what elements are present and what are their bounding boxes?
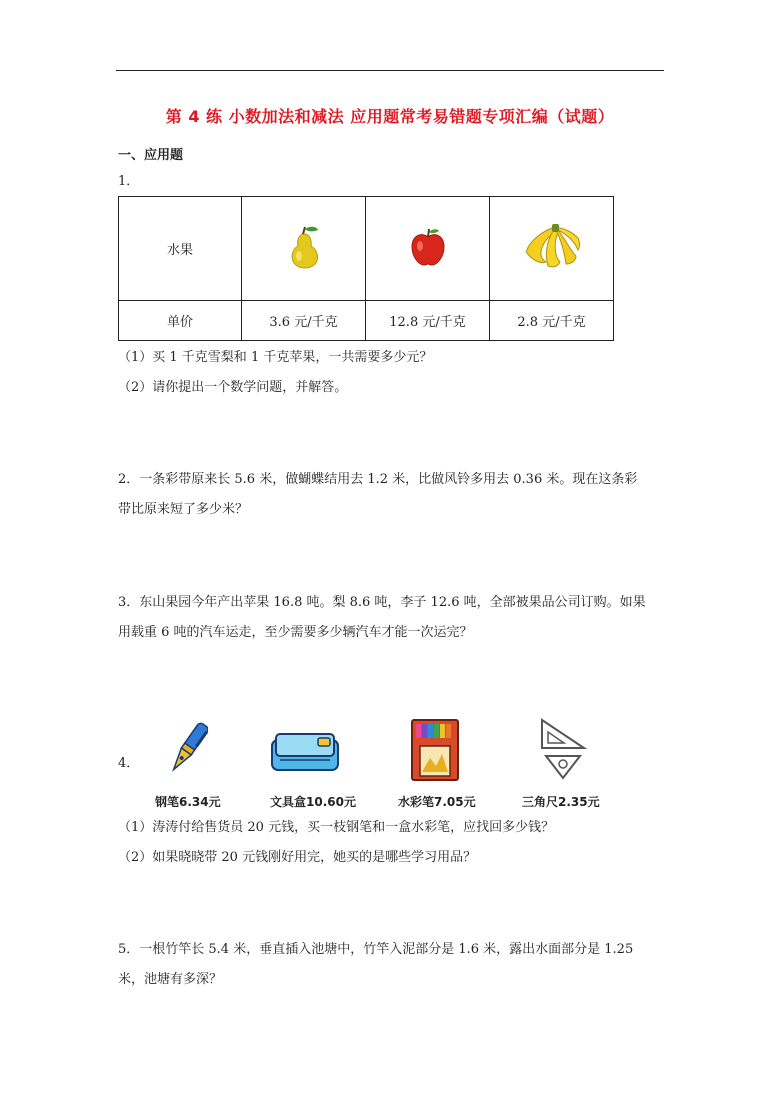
table-row <box>119 301 614 341</box>
q4-sub2: （2）如果晓晓带 20 元钱刚好用完，她买的是哪些学习用品？ <box>118 850 477 865</box>
table-cell <box>366 197 490 301</box>
item-label-watercolor: 水彩笔7.05元 <box>398 795 476 809</box>
table-cell-price: 2.8 元/千克 <box>490 301 614 341</box>
q1-sub1: （1）买 1 千克雪梨和 1 千克苹果，一共需要多少元？ <box>118 350 433 365</box>
watercolor-pens-icon <box>410 718 460 782</box>
table-cell-price: 3.6 元/千克 <box>242 301 366 341</box>
set-square-icon <box>538 716 588 782</box>
apple-icon <box>409 227 447 267</box>
q2-line1: 2．一条彩带原来长 5.6 米，做蝴蝶结用去 1.2 米，比做风铃多用去 0.36 米。现在这条彩 <box>118 472 638 487</box>
table-cell-price-header: 单价 <box>119 301 242 341</box>
pencil-case-icon <box>270 730 340 774</box>
q2-line2: 带比原来短了多少米？ <box>118 502 249 517</box>
table-cell <box>490 197 614 301</box>
q1-sub2: （2）请你提出一个数学问题，并解答。 <box>118 380 348 395</box>
banana-icon <box>522 222 582 272</box>
table-cell <box>242 197 366 301</box>
q5-line1: 5．一根竹竿长 5.4 米，垂直插入池塘中，竹竿入泥部分是 1.6 米，露出水面部分是 1.25 <box>118 942 634 957</box>
fruit-price-table <box>118 196 614 341</box>
q5-line2: 米，池塘有多深？ <box>118 972 223 987</box>
section-heading: 一、应用题 <box>118 148 184 163</box>
q4-sub1: （1）涛涛付给售货员 20 元钱，买一枝钢笔和一盒水彩笔，应找回多少钱？ <box>118 820 555 835</box>
page-title: 第 4 练 小数加法和减法 应用题常考易错题专项汇编（试题） <box>165 107 615 126</box>
item-label-pen: 钢笔6.34元 <box>155 795 221 809</box>
q1-number: 1． <box>118 174 140 189</box>
item-label-set-square: 三角尺2.35元 <box>522 795 600 809</box>
table-cell-price: 12.8 元/千克 <box>366 301 490 341</box>
pear-icon <box>284 224 324 270</box>
q3-line2: 用载重 6 吨的汽车运走，至少需要多少辆汽车才能一次运完？ <box>118 625 473 640</box>
table-cell-fruit-header: 水果 <box>119 197 242 301</box>
fountain-pen-icon <box>168 718 208 780</box>
table-row <box>119 197 614 301</box>
header-rule <box>116 70 664 71</box>
item-label-pencil-case: 文具盒10.60元 <box>270 795 356 809</box>
q3-line1: 3．东山果园今年产出苹果 16.8 吨。梨 8.6 吨，李子 12.6 吨，全部被果品公司订购。如果 <box>118 595 646 610</box>
q4-number: 4． <box>118 756 140 771</box>
